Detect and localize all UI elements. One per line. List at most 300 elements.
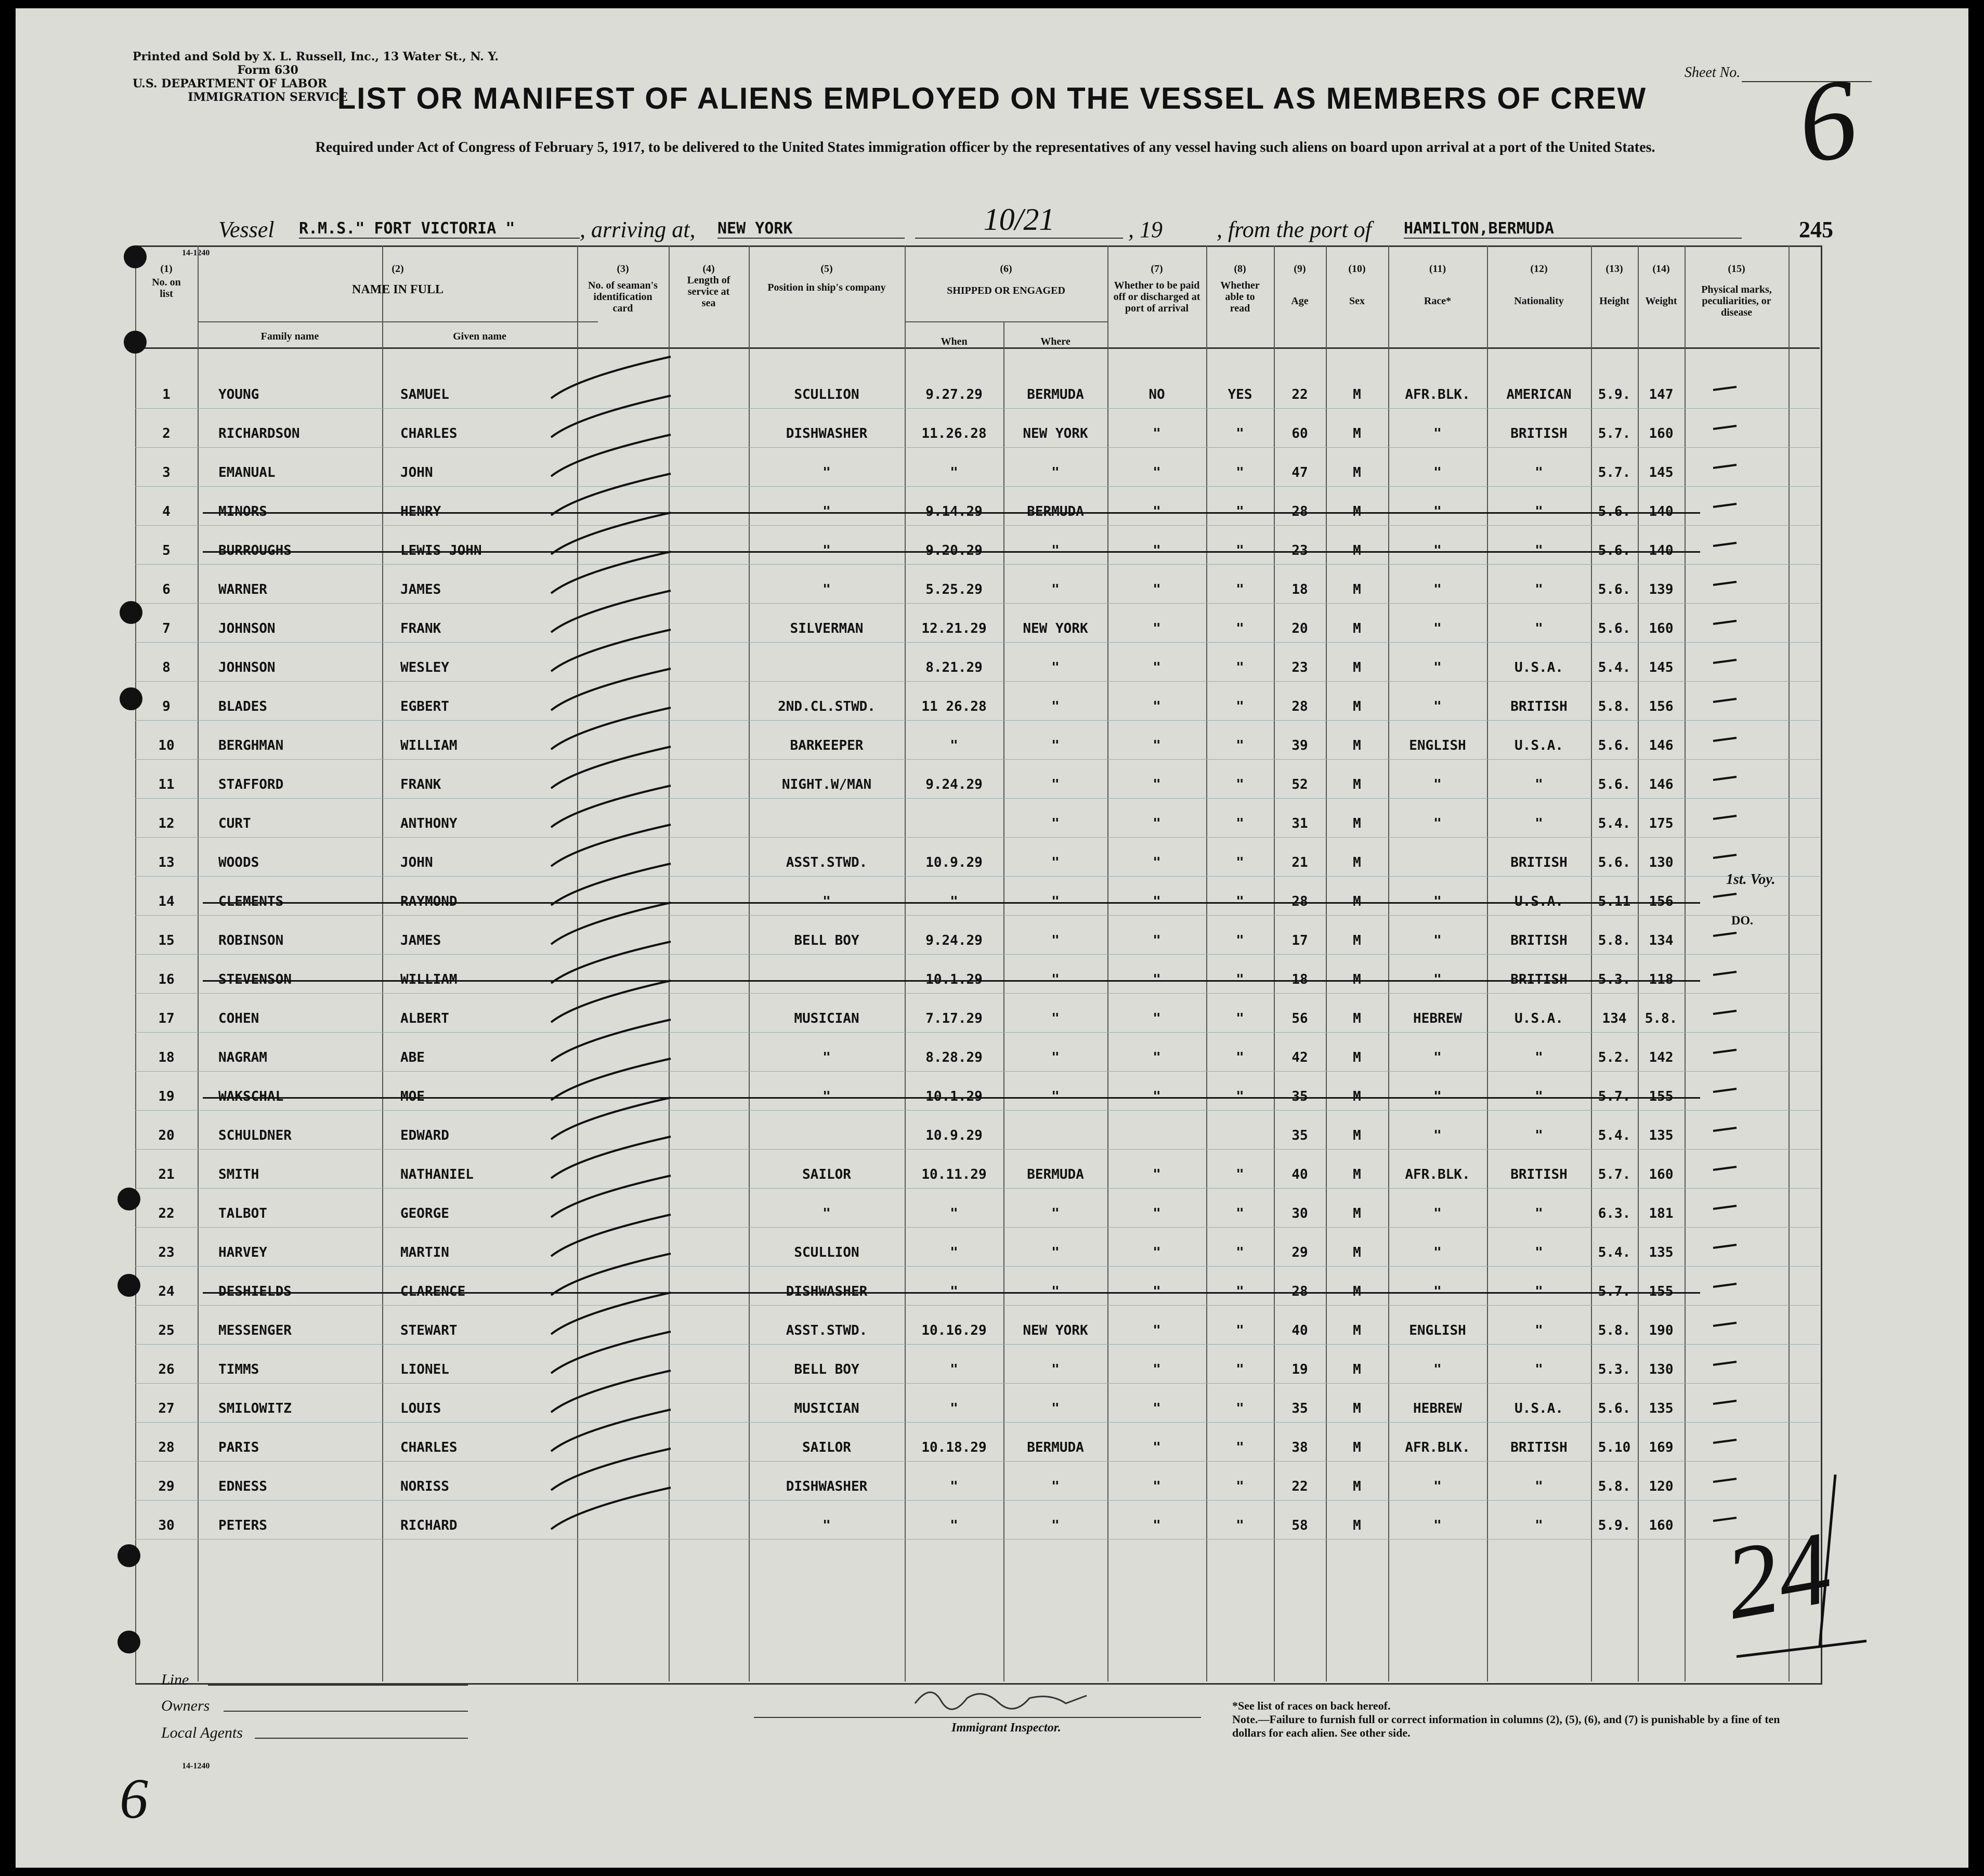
cell-weight: 146	[1649, 777, 1674, 792]
cell-family: YOUNG	[218, 387, 259, 402]
cell-position: SCULLION	[794, 1245, 859, 1260]
cell-where: "	[1051, 894, 1060, 909]
pencil-check-mark	[551, 1410, 671, 1451]
cell-position: "	[823, 1518, 831, 1533]
cell-height: 5.10	[1598, 1440, 1631, 1455]
cell-family: WOODS	[218, 855, 259, 870]
pencil-check-mark	[551, 1488, 671, 1529]
cell-sex: M	[1353, 465, 1361, 480]
cell-race: "	[1433, 1050, 1442, 1065]
cell-when: 10.1.29	[925, 1089, 983, 1104]
cell-when: 9.27.29	[925, 387, 983, 402]
marks-dash	[1713, 1518, 1737, 1521]
marks-dash	[1713, 465, 1737, 468]
cell-where: "	[1051, 1518, 1060, 1533]
cell-nationality: "	[1535, 777, 1543, 792]
cell-weight: 156	[1649, 894, 1674, 909]
cell-age: 40	[1291, 1323, 1308, 1338]
cell-position: "	[823, 1050, 831, 1065]
page-number: 245	[1799, 217, 1833, 242]
cell-when: "	[950, 738, 958, 753]
cell-given: FRANK	[400, 621, 441, 636]
cell-when: 9.24.29	[925, 777, 983, 792]
pencil-check-mark	[551, 1137, 671, 1178]
cell-height: 5.7.	[1598, 1167, 1631, 1182]
cell-height: 5.6.	[1598, 855, 1631, 870]
inspector-label: Immigrant Inspector.	[951, 1721, 1061, 1735]
cell-height: 6.3.	[1598, 1206, 1631, 1221]
cell-given: LIONEL	[400, 1362, 449, 1377]
cell-when: "	[950, 1479, 958, 1494]
cell-race: "	[1433, 1479, 1442, 1494]
cell-no: 12	[158, 816, 175, 831]
binder-hole	[120, 687, 142, 710]
cell-paid: "	[1153, 1011, 1161, 1026]
cell-position: "	[823, 1089, 831, 1104]
cell-where: "	[1051, 1089, 1060, 1104]
cell-where: "	[1051, 1050, 1060, 1065]
cell-sex: M	[1353, 621, 1361, 636]
cell-when: 9.20.29	[925, 543, 983, 558]
cell-family: COHEN	[218, 1011, 259, 1026]
col-header-nationality: (12) Nationality	[1514, 263, 1564, 307]
cell-position: ASST.STWD.	[786, 855, 868, 870]
binder-hole	[118, 1188, 140, 1210]
cell-where: "	[1051, 738, 1060, 753]
cell-race: AFR.BLK.	[1405, 1167, 1470, 1182]
marks-dash	[1713, 699, 1737, 702]
cell-where: "	[1051, 465, 1060, 480]
cell-sex: M	[1353, 1440, 1361, 1455]
cell-where: "	[1051, 1479, 1060, 1494]
pencil-check-mark	[551, 630, 671, 671]
corner-number-handwritten: 6	[120, 1767, 148, 1830]
cell-age: 22	[1291, 387, 1308, 402]
cell-when: 7.17.29	[925, 1011, 983, 1026]
cell-race: AFR.BLK.	[1405, 1440, 1470, 1455]
cell-where: "	[1051, 1284, 1060, 1299]
cell-position: DISHWASHER	[786, 1284, 868, 1299]
cell-where: NEW YORK	[1023, 426, 1088, 441]
cell-nationality: BRITISH	[1510, 855, 1568, 870]
cell-given: LEWIS JOHN	[400, 543, 482, 558]
cell-nationality: "	[1535, 1089, 1543, 1104]
cell-when: 9.14.29	[925, 504, 983, 519]
cell-race: "	[1433, 543, 1442, 558]
cell-family: WAKSCHAL	[218, 1089, 284, 1104]
cell-given: ABE	[400, 1050, 425, 1065]
cell-paid: "	[1153, 738, 1161, 753]
ditto-note: DO.	[1731, 914, 1753, 928]
cell-family: STEVENSON	[218, 972, 292, 987]
cell-no: 8	[162, 660, 171, 675]
cell-family: EMANUAL	[218, 465, 276, 480]
cell-no: 11	[158, 777, 175, 792]
cell-sex: M	[1353, 1089, 1361, 1104]
cell-age: 21	[1291, 855, 1308, 870]
marks-dash	[1713, 855, 1737, 858]
cell-no: 28	[158, 1440, 175, 1455]
manifest-title: LIST OR MANIFEST OF ALIENS EMPLOYED ON THE VESSEL AS MEMBERS OF CREW	[337, 82, 1647, 115]
arriving-value: NEW YORK	[717, 219, 905, 239]
cell-sex: M	[1353, 1206, 1361, 1221]
cell-age: 17	[1291, 933, 1308, 948]
cell-read: "	[1236, 1440, 1244, 1455]
cell-sex: M	[1353, 1128, 1361, 1143]
cell-where: BERMUDA	[1027, 1167, 1084, 1182]
cell-nationality: U.S.A.	[1515, 1401, 1563, 1416]
cell-race: "	[1433, 933, 1442, 948]
cell-race: ENGLISH	[1409, 738, 1466, 753]
cell-paid: "	[1153, 1050, 1161, 1065]
pencil-check-mark	[551, 942, 671, 983]
cell-read: "	[1236, 504, 1244, 519]
marks-dash	[1713, 426, 1737, 429]
cell-family: JOHNSON	[218, 660, 276, 675]
cell-nationality: "	[1535, 543, 1543, 558]
cell-position: SAILOR	[802, 1440, 851, 1455]
col-header-no: (1) No. on list	[152, 263, 181, 299]
cell-family: EDNESS	[218, 1479, 267, 1494]
cell-paid: "	[1153, 621, 1161, 636]
cell-paid: "	[1153, 1284, 1161, 1299]
cell-height: 5.6.	[1598, 1401, 1631, 1416]
cell-read: "	[1236, 1362, 1244, 1377]
cell-nationality: "	[1535, 816, 1543, 831]
cell-height: 5.6.	[1598, 582, 1631, 597]
cell-given: EDWARD	[400, 1128, 449, 1143]
cell-given: HENRY	[400, 504, 441, 519]
cell-family: DESHIELDS	[218, 1284, 292, 1299]
cell-family: ROBINSON	[218, 933, 284, 948]
pencil-check-mark	[551, 1176, 671, 1217]
cell-family: STAFFORD	[218, 777, 284, 792]
cell-where: "	[1051, 1206, 1060, 1221]
cell-where: "	[1051, 855, 1060, 870]
pencil-check-mark	[551, 1059, 671, 1100]
cell-age: 56	[1291, 1011, 1308, 1026]
cell-nationality: "	[1535, 1479, 1543, 1494]
cell-position: "	[823, 465, 831, 480]
marks-dash	[1713, 1128, 1737, 1131]
cell-height: 5.7.	[1598, 1284, 1631, 1299]
cell-given: CLARENCE	[400, 1284, 466, 1299]
cell-where: BERMUDA	[1027, 1440, 1084, 1455]
cell-no: 19	[158, 1089, 175, 1104]
line-label: Line	[161, 1671, 189, 1688]
marks-dash	[1713, 1401, 1737, 1404]
cell-family: SCHULDNER	[218, 1128, 292, 1143]
line-field	[208, 1685, 468, 1686]
cell-given: RICHARD	[400, 1518, 458, 1533]
cell-no: 10	[158, 738, 175, 753]
cell-sex: M	[1353, 1323, 1361, 1338]
cell-no: 26	[158, 1362, 175, 1377]
cell-read: "	[1236, 1518, 1244, 1533]
cell-where: "	[1051, 543, 1060, 558]
cell-paid: "	[1153, 1206, 1161, 1221]
year-label: , 19	[1128, 217, 1163, 242]
manifest-sheet	[16, 8, 1968, 1868]
cell-paid: "	[1153, 855, 1161, 870]
cell-no: 20	[158, 1128, 175, 1143]
cell-height: 5.9.	[1598, 1518, 1631, 1533]
cell-race: "	[1433, 1362, 1442, 1377]
cell-given: LOUIS	[400, 1401, 441, 1416]
cell-when: 12.21.29	[921, 621, 987, 636]
cell-family: BLADES	[218, 699, 267, 714]
cell-when: 10.1.29	[925, 972, 983, 987]
cell-weight: 169	[1649, 1440, 1674, 1455]
cell-age: 35	[1291, 1128, 1308, 1143]
cell-given: JAMES	[400, 582, 441, 597]
cell-weight: 160	[1649, 426, 1674, 441]
cell-paid: "	[1153, 1323, 1161, 1338]
cell-read: "	[1236, 894, 1244, 909]
marks-dash	[1713, 1011, 1737, 1014]
cell-no: 5	[162, 543, 171, 558]
cell-age: 38	[1291, 1440, 1308, 1455]
col-header-weight: (14) Weight	[1645, 263, 1677, 307]
cell-weight: 160	[1649, 621, 1674, 636]
cell-position: "	[823, 582, 831, 597]
cell-position: NIGHT.W/MAN	[781, 777, 872, 792]
cell-paid: "	[1153, 972, 1161, 987]
cell-read: "	[1236, 933, 1244, 948]
form-number: Form 630	[237, 63, 298, 77]
cell-weight: 140	[1649, 543, 1674, 558]
cell-position: SAILOR	[802, 1167, 851, 1182]
col-header-service: (4) Length of service at sea	[687, 263, 730, 309]
cell-height: 5.2.	[1598, 1050, 1631, 1065]
pencil-check-mark	[551, 435, 671, 476]
cell-read: "	[1236, 1089, 1244, 1104]
cell-sex: M	[1353, 972, 1361, 987]
cell-height: 5.7.	[1598, 465, 1631, 480]
cell-weight: 145	[1649, 465, 1674, 480]
marks-dash	[1713, 1167, 1737, 1170]
binder-hole	[120, 601, 142, 624]
cell-weight: 140	[1649, 504, 1674, 519]
cell-race: "	[1433, 699, 1442, 714]
cell-race: "	[1433, 426, 1442, 441]
cell-height: 5.8.	[1598, 699, 1631, 714]
pencil-check-mark	[551, 981, 671, 1022]
cell-when: 10.16.29	[921, 1323, 987, 1338]
cell-nationality: BRITISH	[1510, 699, 1568, 714]
cell-race: "	[1433, 816, 1442, 831]
cell-age: 18	[1291, 582, 1308, 597]
cell-paid: "	[1153, 699, 1161, 714]
cell-nationality: BRITISH	[1510, 1167, 1568, 1182]
cell-nationality: U.S.A.	[1515, 1011, 1563, 1026]
pencil-check-mark	[551, 864, 671, 905]
cell-age: 35	[1291, 1401, 1308, 1416]
cell-age: 18	[1291, 972, 1308, 987]
cell-sex: M	[1353, 1011, 1361, 1026]
cell-position: SILVERMAN	[790, 621, 864, 636]
cell-read: "	[1236, 855, 1244, 870]
cell-paid: "	[1153, 582, 1161, 597]
cell-height: 5.6.	[1598, 543, 1631, 558]
col-header-shipped: (6) SHIPPED OR ENGAGED	[947, 263, 1065, 296]
department-name: U.S. DEPARTMENT OF LABOR	[133, 77, 328, 90]
cell-weight: 175	[1649, 816, 1674, 831]
cell-no: 13	[158, 855, 175, 870]
cell-paid: "	[1153, 465, 1161, 480]
cell-where: "	[1051, 1401, 1060, 1416]
cell-where: "	[1051, 582, 1060, 597]
cell-nationality: U.S.A.	[1515, 894, 1563, 909]
cell-when: 10.9.29	[925, 855, 983, 870]
cell-age: 28	[1291, 894, 1308, 909]
pencil-check-mark	[551, 1449, 671, 1490]
cell-paid: "	[1153, 1245, 1161, 1260]
pencil-check-mark	[551, 1020, 671, 1061]
marks-dash	[1713, 387, 1737, 390]
cell-height: 5.8.	[1598, 1323, 1631, 1338]
col-header-race: (11) Race*	[1424, 263, 1452, 307]
cell-sex: M	[1353, 504, 1361, 519]
pencil-check-mark	[551, 747, 671, 788]
cell-where: "	[1051, 699, 1060, 714]
cell-height: 5.4.	[1598, 816, 1631, 831]
marks-dash	[1713, 543, 1737, 546]
cell-paid: "	[1153, 1167, 1161, 1182]
cell-age: 28	[1291, 504, 1308, 519]
cell-paid: "	[1153, 1362, 1161, 1377]
marks-dash	[1713, 1089, 1737, 1092]
pencil-check-mark	[551, 903, 671, 944]
pencil-check-mark	[551, 1371, 671, 1412]
cell-position: BELL BOY	[794, 933, 859, 948]
cell-sex: M	[1353, 855, 1361, 870]
owners-field	[224, 1711, 468, 1712]
marks-dash	[1713, 894, 1737, 897]
cell-family: SMILOWITZ	[218, 1401, 292, 1416]
cell-sex: M	[1353, 1401, 1361, 1416]
cell-paid: "	[1153, 1089, 1161, 1104]
cell-race: HEBREW	[1413, 1401, 1462, 1416]
inspector-signature	[910, 1683, 1097, 1714]
cell-sex: M	[1353, 894, 1361, 909]
handwritten-marks	[16, 8, 1968, 1868]
cell-when: 9.24.29	[925, 933, 983, 948]
cell-no: 17	[158, 1011, 175, 1026]
cell-where: "	[1051, 972, 1060, 987]
marks-dash	[1713, 660, 1737, 663]
cell-family: WARNER	[218, 582, 267, 597]
cell-no: 27	[158, 1401, 175, 1416]
col-header-read: (8) Whether able to read	[1220, 263, 1260, 314]
cell-nationality: BRITISH	[1510, 1440, 1568, 1455]
cell-age: 42	[1291, 1050, 1308, 1065]
cell-where: "	[1051, 816, 1060, 831]
cell-no: 14	[158, 894, 175, 909]
cell-height: 5.8.	[1598, 1479, 1631, 1494]
cell-paid: "	[1153, 1401, 1161, 1416]
cell-race: "	[1433, 1089, 1442, 1104]
total-count-handwritten: 24	[1717, 1510, 1839, 1641]
cell-height: 5.6.	[1598, 504, 1631, 519]
cell-where: "	[1051, 777, 1060, 792]
cell-read: "	[1236, 972, 1244, 987]
cell-position: MUSICIAN	[794, 1401, 859, 1416]
cell-weight: 145	[1649, 660, 1674, 675]
cell-age: 28	[1291, 1284, 1308, 1299]
cell-given: RAYMOND	[400, 894, 458, 909]
cell-no: 2	[162, 426, 171, 441]
cell-given: EGBERT	[400, 699, 449, 714]
cell-family: HARVEY	[218, 1245, 267, 1260]
cell-age: 20	[1291, 621, 1308, 636]
cell-no: 9	[162, 699, 171, 714]
cell-weight: 190	[1649, 1323, 1674, 1338]
marks-dash	[1713, 621, 1737, 624]
cell-race: "	[1433, 582, 1442, 597]
cell-no: 6	[162, 582, 171, 597]
cell-sex: M	[1353, 1284, 1361, 1299]
cell-read: "	[1236, 816, 1244, 831]
cell-weight: 120	[1649, 1479, 1674, 1494]
cell-family: BERGHMAN	[218, 738, 284, 753]
cell-paid: "	[1153, 816, 1161, 831]
cell-height: 5.3.	[1598, 1362, 1631, 1377]
cell-race: "	[1433, 1284, 1442, 1299]
cell-family: CLEMENTS	[218, 894, 284, 909]
cell-height: 5.6.	[1598, 621, 1631, 636]
cell-position: ASST.STWD.	[786, 1323, 868, 1338]
cell-age: 28	[1291, 699, 1308, 714]
cell-race: "	[1433, 621, 1442, 636]
cell-family: PETERS	[218, 1518, 267, 1533]
cell-no: 7	[162, 621, 171, 636]
binder-hole	[124, 331, 147, 354]
cell-given: CHARLES	[400, 1440, 458, 1455]
cell-read: "	[1236, 1479, 1244, 1494]
cell-no: 21	[158, 1167, 175, 1182]
cell-sex: M	[1353, 816, 1361, 831]
cell-position: BARKEEPER	[790, 738, 864, 753]
binder-hole	[118, 1631, 140, 1653]
cell-race: "	[1433, 894, 1442, 909]
arriving-label: , arriving at,	[580, 217, 696, 242]
owners-label: Owners	[161, 1697, 210, 1714]
cell-position: "	[823, 1206, 831, 1221]
binder-hole	[118, 1544, 140, 1567]
cell-when: "	[950, 1401, 958, 1416]
agents-label: Local Agents	[161, 1724, 243, 1741]
cell-race: "	[1433, 1245, 1442, 1260]
cell-age: 29	[1291, 1245, 1308, 1260]
cell-height: 5.4.	[1598, 1245, 1631, 1260]
cell-given: MOE	[400, 1089, 425, 1104]
sheet-number-handwritten: 6	[1790, 54, 1865, 188]
cell-weight: 181	[1649, 1206, 1674, 1221]
cell-where: "	[1051, 1011, 1060, 1026]
cell-age: 52	[1291, 777, 1308, 792]
cell-nationality: "	[1535, 1206, 1543, 1221]
cell-nationality: AMERICAN	[1506, 387, 1572, 402]
cell-given: ANTHONY	[400, 816, 458, 831]
cell-family: MINORS	[218, 504, 267, 519]
cell-family: TIMMS	[218, 1362, 259, 1377]
col-header-age: (9) Age	[1291, 263, 1309, 307]
marks-dash	[1713, 1323, 1737, 1326]
cell-nationality: BRITISH	[1510, 933, 1568, 948]
pencil-check-mark	[551, 669, 671, 710]
pencil-check-mark	[551, 1332, 671, 1373]
